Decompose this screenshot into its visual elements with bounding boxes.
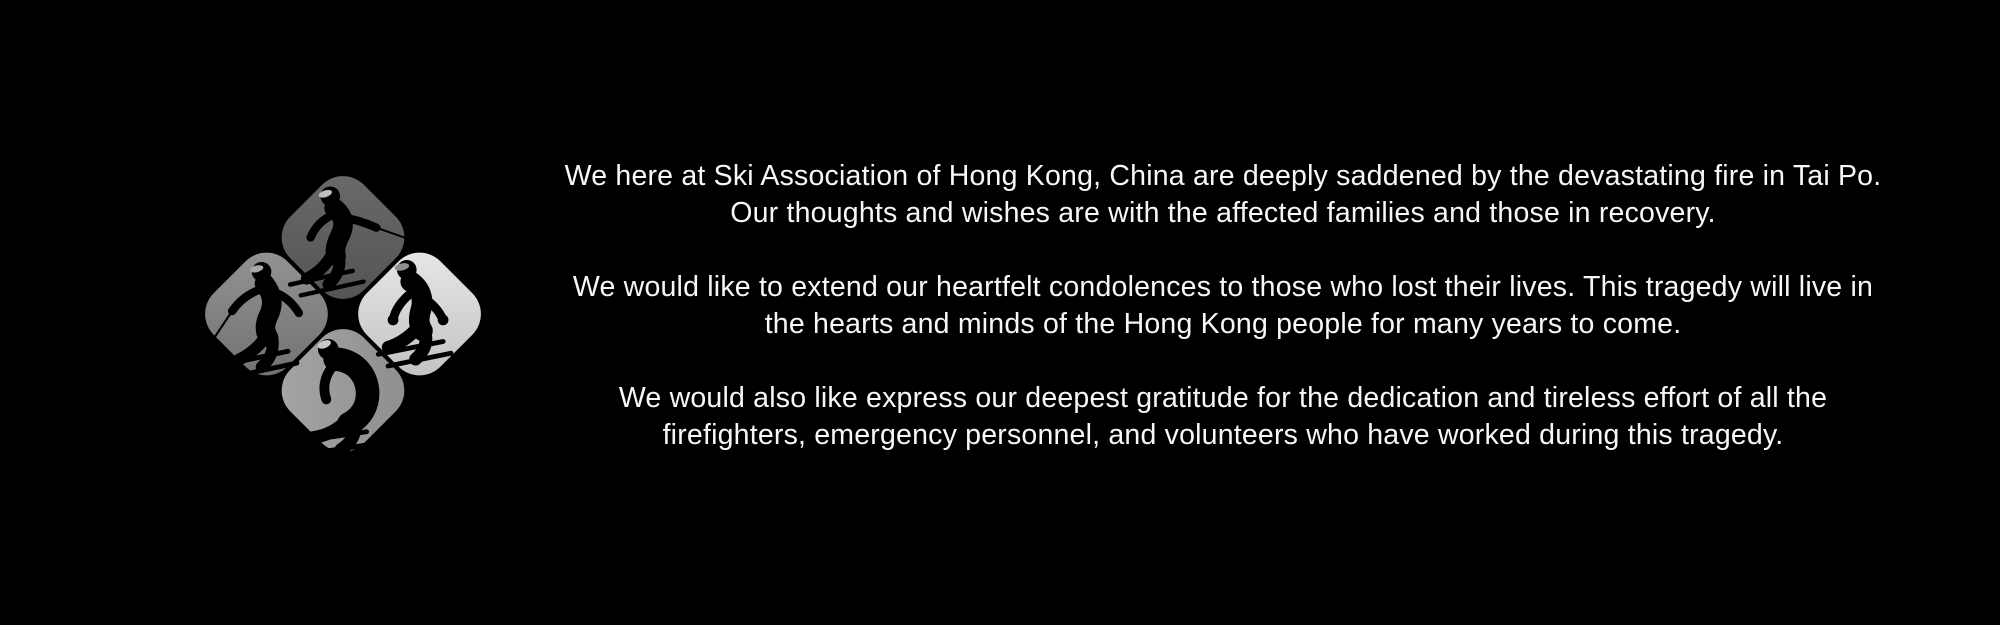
condolence-message (473, 158, 1973, 454)
ski-association-logo-svg (186, 157, 500, 471)
ski-association-logo (186, 157, 500, 471)
paragraph-1 (473, 158, 1973, 232)
paragraph-2 (473, 269, 1973, 343)
paragraph-3 (473, 380, 1973, 454)
message-line: We would like to extend our heartfelt condolences to those who lost their lives. This tragedy will live in (572, 271, 1874, 303)
message-line: We here at Ski Association of Hong Kong, China are deeply saddened by the devastating fire in Tai Po. (564, 160, 1882, 192)
message-line: firefighters, emergency personnel, and volunteers who have worked during this tragedy. (662, 419, 1784, 451)
message-line: Our thoughts and wishes are with the affected families and those in recovery. (730, 197, 1716, 229)
message-line: We would also like express our deepest gratitude for the dedication and tireless effort of all the (618, 382, 1828, 414)
message-line: the hearts and minds of the Hong Kong people for many years to come. (764, 308, 1682, 340)
